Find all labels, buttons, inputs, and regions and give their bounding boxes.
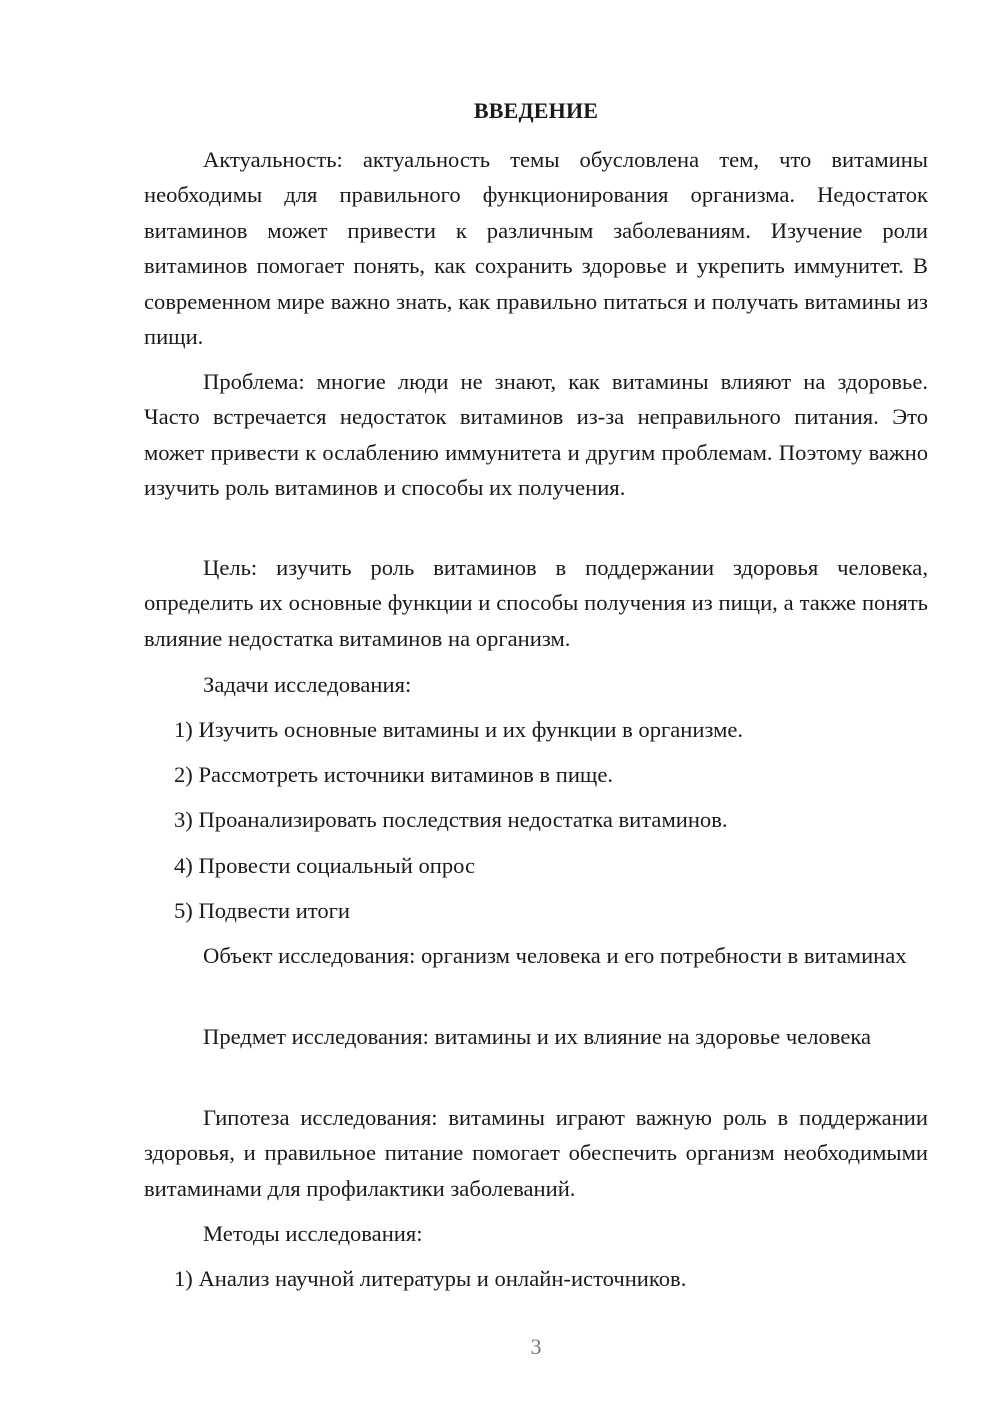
task-item-3: 3) Проанализировать последствия недостатка витаминов. <box>174 807 728 832</box>
task-item-4: 4) Провести социальный опрос <box>174 853 476 878</box>
methods-heading: Методы исследования: <box>203 1221 423 1246</box>
tasks-heading: Задачи исследования: <box>203 672 412 697</box>
task-item-1: 1) Изучить основные витамины и их функции в организме. <box>174 717 744 742</box>
paragraph-object: Объект исследования: организм человека и его потребности в витаминах <box>203 943 907 968</box>
page-number: 3 <box>530 1334 542 1359</box>
paragraph-problem: Проблема: многие люди не знают, как витамины влияют на здоровье. Часто встречается недостаток витаминов из-за неправильного питания. Это может привести к ослаблению иммунитета и другим проблемам. Поэтому важно изучить роль витаминов и способы их получения. <box>144 369 928 501</box>
task-item-2: 2) Рассмотреть источники витаминов в пище. <box>174 762 613 787</box>
page-title: ВВЕДЕНИЕ <box>473 98 599 123</box>
paragraph-goal: Цель: изучить роль витаминов в поддержании здоровья человека, определить их основные функции и способы получения из пищи, а также понять влияние недостатка витаминов на организм. <box>144 555 928 651</box>
method-item-1: 1) Анализ научной литературы и онлайн-источников. <box>174 1266 687 1291</box>
paragraph-subject: Предмет исследования: витамины и их влияние на здоровье человека <box>203 1024 872 1049</box>
paragraph-relevance: Актуальность: актуальность темы обусловлена тем, что витамины необходимы для правильного функционирования организма. Недостаток витаминов может привести к различным заболеваниям. Изучение роли витаминов помогает понять, как сохранить здоровье и укрепить иммунитет. В современном мире важно знать, как правильно питаться и получать витамины из пищи. <box>144 147 928 350</box>
paragraph-hypothesis: Гипотеза исследования: витамины играют важную роль в поддержании здоровья, и правильное питание помогает обеспечить организм необходимыми витаминами для профилактики заболеваний. <box>144 1105 928 1201</box>
task-item-5: 5) Подвести итоги <box>174 898 351 923</box>
